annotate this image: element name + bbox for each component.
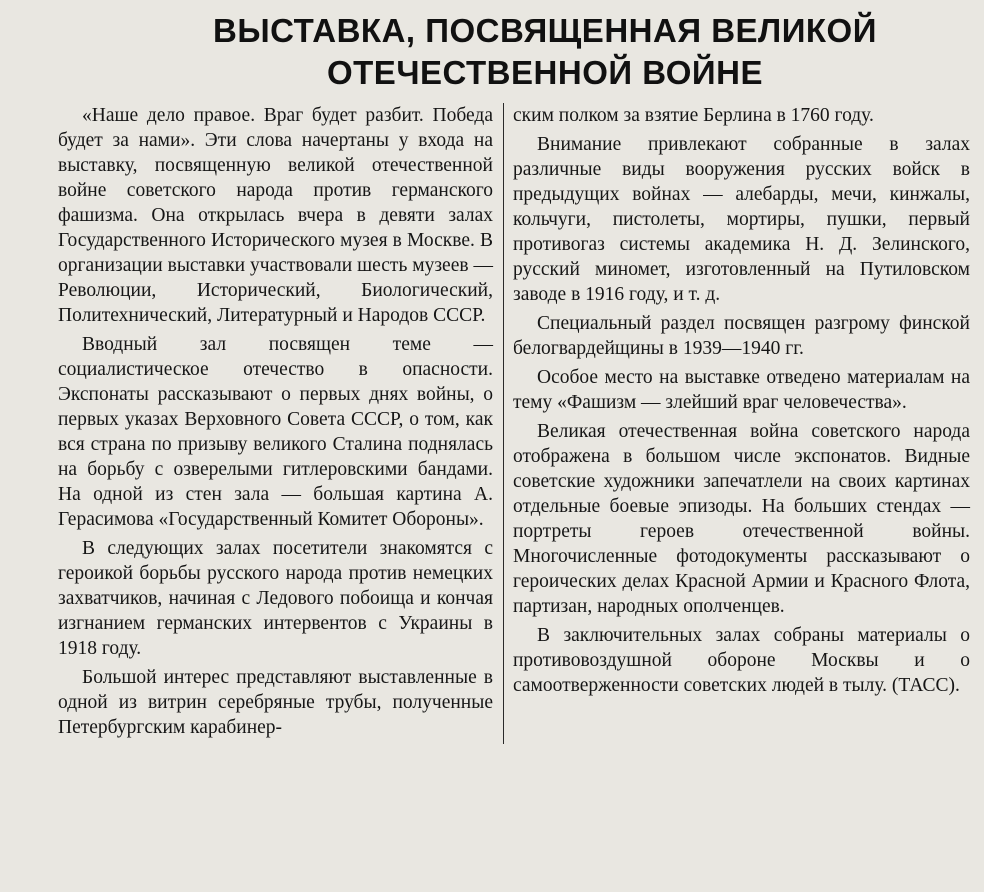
headline-line-1: ВЫСТАВКА, ПОСВЯЩЕННАЯ ВЕЛИКОЙ (213, 12, 877, 49)
right-column (504, 103, 970, 744)
left-column (58, 103, 504, 744)
headline (58, 10, 972, 94)
paragraph: Специальный раздел посвящен разгрому финской белогвардейщины в 1939—1940 гг. (513, 313, 970, 359)
paragraph: ским полком за взятие Берлина в 1760 году. (513, 105, 874, 126)
paragraph: Великая отечественная война советского народа отображена в большом числе экспонатов. Видные советские художники запечатлели на своих картинах отдельные боевые эпизоды. На больших стендах — портреты героев отечественной войны. Многочисленные фотодокументы рассказывают о героических делах Красной Армии и Красного Флота, партизан, народных ополченцев. (513, 421, 970, 617)
headline-line-2: ОТЕЧЕСТВЕННОЙ ВОЙНЕ (326, 54, 763, 91)
paragraph: Особое место на выставке отведено материалам на тему «Фашизм — злейший враг человечества». (513, 367, 970, 413)
article-body (58, 103, 972, 744)
paragraph: В следующих залах посетители знакомятся с героикой борьбы русского народа против немецких захватчиков, начиная с Ледового побоища и кончая изгнанием германских интервентов с Украины в 1918 году. (58, 538, 493, 659)
paragraph: «Наше дело правое. Враг будет разбит. Победа будет за нами». Эти слова начертаны у входа на выставку, посвященную великой отечественной войне советского народа против германского фашизма. Она открылась вчера в девяти залах Государственного Исторического музея в Москве. В организации выставки участвовали шесть музеев — Революции, Исторический, Биологический, Политехнический, Литературный и Народов СССР. (58, 105, 493, 326)
paragraph: Внимание привлекают собранные в залах различные виды вооружения русских войск в предыдущих войнах — алебарды, мечи, кинжалы, кольчуги, пистолеты, мортиры, пушки, первый противогаз системы академика Н. Д. Зелинского, русский миномет, изготовленный на Путиловском заводе в 1916 году, и т. д. (513, 134, 970, 305)
paragraph: В заключительных залах собраны материалы о противовоздушной обороне Москвы и о самоотверженности советских людей в тылу. (ТАСС). (513, 625, 970, 696)
paragraph: Вводный зал посвящен теме — социалистическое отечество в опасности. Экспонаты рассказывают о первых днях войны, о первых указах Верховного Совета СССР, о том, как вся страна по призыву великого Сталина поднялась на борьбу с озверелыми гитлеровскими бандами. На одной из стен зала — большая картина А. Герасимова «Государственный Комитет Обороны». (58, 334, 493, 530)
paragraph: Большой интерес представляют выставленные в одной из витрин серебряные трубы, полученные Петербургским карабинер- (58, 667, 493, 738)
